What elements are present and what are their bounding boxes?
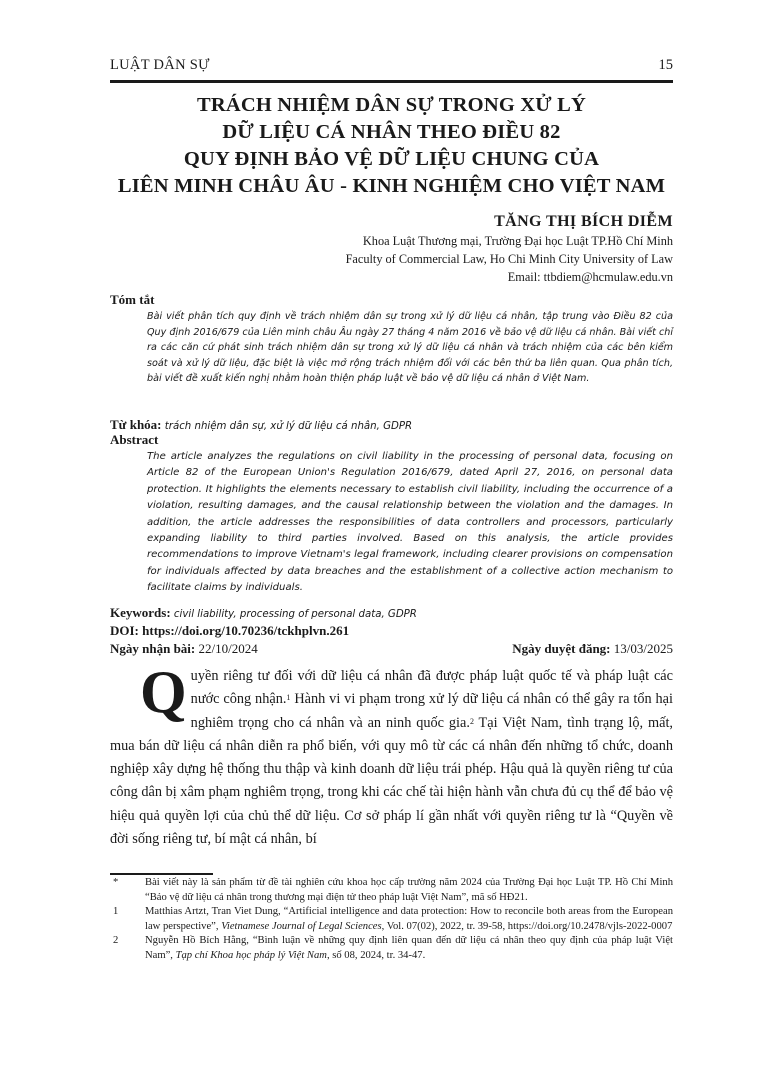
drop-cap: Q: [140, 659, 187, 725]
author-affiliation-vi: Khoa Luật Thương mại, Trường Đại học Luật TP.Hồ Chí Minh: [362, 234, 673, 248]
title-line: LIÊN MINH CHÂU ÂU - KINH NGHIỆM CHO VIỆT NAM: [117, 175, 666, 197]
footnote-ref-1[interactable]: 1: [286, 693, 291, 703]
body-paragraph: [110, 659, 674, 851]
journal-section-name: LUẬT DÂN SỰ: [110, 57, 210, 73]
keywords-vi-value: trách nhiệm dân sự, xử lý dữ liệu cá nhân, GDPR: [164, 421, 413, 432]
footnote-text: , Vol. 07(02), 2022, tr. 39-58, https://doi.org/10.2478/vjls-2022-0007: [381, 920, 673, 932]
footnote: [110, 905, 673, 934]
keywords-en-value: civil liability, processing of personal data, GDPR: [173, 609, 417, 620]
footnote: [110, 876, 673, 905]
title-line: DỮ LIỆU CÁ NHÂN THEO ĐIỀU 82: [222, 121, 561, 143]
author-email[interactable]: Email: ttbdiem@hcmulaw.edu.vn: [507, 270, 673, 284]
received-date: [110, 641, 258, 657]
abstract-heading: Abstract: [110, 432, 159, 447]
keywords-vi: [110, 417, 412, 433]
author-name: TĂNG THỊ BÍCH DIỄM: [494, 213, 673, 230]
footnote-journal: Tạp chí Khoa học pháp lý Việt Nam: [175, 949, 327, 961]
doi-link[interactable]: DOI: https://doi.org/10.70236/tckhplvn.261: [110, 623, 350, 638]
footnote-text: , số 08, 2024, tr. 34-47.: [326, 949, 426, 961]
title-line: QUY ĐỊNH BẢO VỆ DỮ LIỆU CHUNG CỦA: [183, 148, 600, 170]
body-text-part: uyền riêng tư đối với dữ liệu cá nhân đã được pháp luật quốc tế và pháp luật các nước công nhận.: [190, 668, 673, 708]
footnote-separator: [110, 873, 213, 875]
article-title: [110, 92, 673, 200]
header-rule: [110, 80, 673, 83]
footnote-ref-2[interactable]: 2: [469, 716, 474, 726]
footnote-text: Matthias Artzt, Tran Viet Dung, “Artificial intelligence and data protection: How to reconcile both areas from the European law perspective”,: [145, 906, 673, 932]
accepted-value: 13/03/2025: [613, 641, 673, 656]
summary-heading: Tóm tắt: [110, 292, 155, 307]
abstract-text: The article analyzes the regulations on civil liability in the processing of personal data, focusing on Article 82 of the European Union's Regulation 2016/679, dated April 27, 2016, on personal data protection. It highlights the elements necessary to establish civil liability, including the occurrence of a violation, resulting damages, and the causal relationship between the violation and the damages. In addition, the article addresses the responsibilities of data controllers and processors, particularly expanding liability to third parties involved. Based on this analysis, the article provides recommendations to improve Vietnam's legal framework, including clearer provisions on compensation for individuals affected by data breaches and the establishment of a collective action mechanism to facilitate claims by individuals.: [147, 451, 673, 594]
received-value: 22/10/2024: [198, 641, 258, 656]
footnote-mark: 1: [113, 906, 119, 917]
accepted-label: Ngày duyệt đăng:: [512, 641, 611, 656]
author-block: [346, 212, 673, 286]
footnotes: [110, 876, 673, 963]
footnote-text: Bài viết này là sản phẩm từ đề tài nghiên cứu khoa học cấp trường năm 2024 của Trường Đại học Luật TP. Hồ Chí Minh “Bảo vệ dữ liệu cá nhân trong thương mại điện tử theo pháp luật Việt Nam”, mã số HĐ21.: [145, 877, 673, 903]
author-affiliation-en: Faculty of Commercial Law, Ho Chi Minh City University of Law: [345, 252, 673, 266]
accepted-date: [512, 641, 673, 657]
page-number: 15: [658, 57, 673, 73]
keywords-vi-label: Từ khóa:: [110, 417, 162, 432]
footnote-journal: Vietnamese Journal of Legal Sciences: [221, 920, 382, 932]
title-line: TRÁCH NHIỆM DÂN SỰ TRONG XỬ LÝ: [196, 94, 587, 116]
footnote-mark: 2: [113, 935, 119, 946]
running-head: [110, 57, 673, 75]
footnote-mark: *: [113, 877, 119, 888]
summary-text: Bài viết phân tích quy định về trách nhiệm dân sự trong xử lý dữ liệu cá nhân, tập trung vào Điều 82 của Quy định 2016/679 của Liên minh châu Âu ngày 27 tháng 4 năm 2016 về bảo vệ dữ liệu cá nhân. Bài viết chỉ ra các căn cứ phát sinh trách nhiệm dân sự trong xử lý dữ liệu cá nhân và trách nhiệm của các bên kiểm soát và xử lý dữ liệu, đặc biệt là việc mở rộng trách nhiệm đối với các bên thứ ba liên quan. Qua phân tích, bài viết đề xuất kiến nghị nhằm hoàn thiện pháp luật về bảo vệ dữ liệu cá nhân ở Việt Nam.: [147, 311, 673, 384]
keywords-en: [110, 605, 417, 621]
footnote: [110, 934, 673, 963]
received-label: Ngày nhận bài:: [110, 641, 196, 656]
body-text-part: Tại Việt Nam, tình trạng lộ, mất, mua bán dữ liệu cá nhân diễn ra phổ biến, với quy mô từ các cá nhân đến những tổ chức, doanh nghiệp xây dựng hệ thống thu thập và kinh doanh dữ liệu trái phép. Hậu quả là quyền riêng tư của công dân bị xâm phạm nghiêm trọng, trong khi các chế tài hiện hành vẫn chưa đủ cụ thể để bảo vệ hiệu quả quyền lợi của chủ thể dữ liệu. Cơ sở pháp lí gần nhất với quyền riêng tư là “Quyền về đời sống riêng tư, bí mật cá nhân, bí: [110, 714, 674, 848]
body-text-part: Hành vi vi phạm trong xử lý dữ liệu cá nhân có thể gây ra tổn hại nghiêm trọng cho cá nhân và an ninh quốc gia.: [190, 691, 673, 731]
footnote-text: Nguyễn Hồ Bích Hằng, “Bình luận về những quy định liên quan đến dữ liệu cá nhân theo quy định của pháp luật Việt Nam”,: [145, 935, 673, 961]
keywords-en-label: Keywords:: [110, 605, 171, 620]
